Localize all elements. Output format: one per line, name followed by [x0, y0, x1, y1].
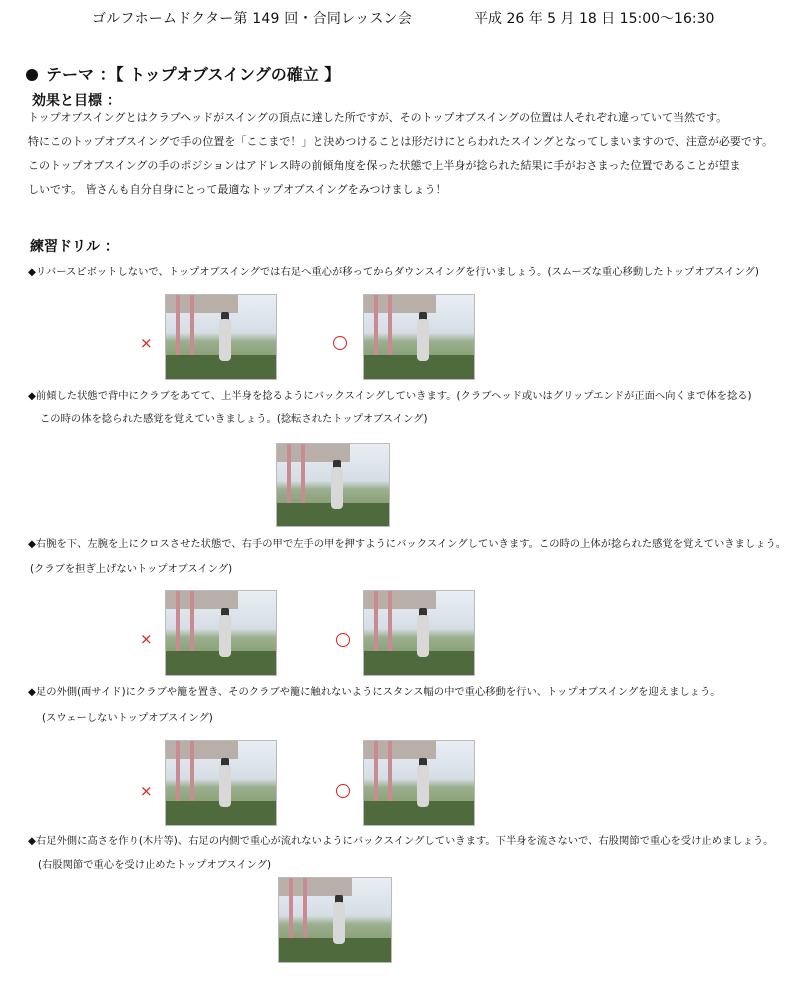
- drill-1-text: ◆リバースピボットしないで、トップオブスイングでは右足へ重心が移ってからダウンスイングを行いましょう。(スムーズな重心移動したトップオブスイング): [28, 266, 759, 278]
- effects-line: しいです。 皆さんも自分自身にとって最適なトップオブスイングをみつけましょう！: [28, 183, 447, 196]
- drill-4-photo-incorrect: [165, 740, 277, 826]
- drill-3-subtext: (クラブを担ぎ上げないトップオブスイング): [30, 563, 233, 575]
- drill-2-text: ◆前傾した状態で背中にクラブをあてて、上半身を捻るようにバックスイングしていきます。(クラブヘッド或いはグリップエンドが正面へ向くまで体を捻る): [28, 390, 752, 402]
- drill-5-text: ◆右足外側に高さを作り(木片等)、右足の内側で重心が流れないようにバックスイングしていきます。下半身を流さないで、右股関節で重心を受け止めましょう。: [28, 835, 774, 847]
- incorrect-mark-icon: ×: [140, 630, 153, 648]
- effects-heading: 効果と目標 ：: [32, 93, 121, 109]
- drill-4-photo-correct: [363, 740, 475, 826]
- correct-mark-icon: [336, 633, 350, 647]
- theme-heading: [26, 62, 340, 85]
- correct-mark-icon: [333, 336, 347, 350]
- drill-3-photo-correct: [363, 590, 475, 676]
- drill-1-photo-incorrect: [165, 294, 277, 380]
- theme-text: テーマ ：【 トップオブスイングの確立 】: [46, 65, 341, 84]
- document-title: ゴルフホームドクター第 149 回・合同レッスン会: [92, 11, 412, 27]
- effects-paragraph: [28, 106, 773, 202]
- incorrect-mark-icon: ×: [140, 782, 153, 800]
- correct-mark-icon: [336, 784, 350, 798]
- drills-heading: 練習ドリル ：: [30, 239, 119, 255]
- effects-line: このトップオブスイングの手のポジションはアドレス時の前傾角度を保った状態で上半身が捻られた結果に手がおさまった位置であることが望ま: [28, 159, 741, 172]
- drill-4-subtext: (スウェーしないトップオブスイング): [42, 712, 213, 724]
- drill-5-subtext: (右股関節で重心を受け止めたトップオブスイング): [38, 859, 272, 871]
- drill-4-text: ◆足の外側(両サイド)にクラブや籠を置き、そのクラブや籠に触れないようにスタンス幅の中で重心移動を行い、トップオブスイングを迎えましょう。: [28, 686, 721, 698]
- effects-line: トップオブスイングとはクラブヘッドがスイングの頂点に達した所ですが、そのトップオブスイングの位置は人それぞれ違っていて当然です。: [28, 111, 728, 124]
- incorrect-mark-icon: ×: [140, 334, 153, 352]
- effects-line: 特にこのトップオブスイングで手の位置を「ここまで！」と決めつけることは形だけにとらわれたスイングとなってしまいますので、注意が必要です。: [28, 135, 774, 148]
- drill-5-photo: [278, 877, 392, 963]
- drill-3-photo-incorrect: [165, 590, 277, 676]
- drill-1-photo-correct: [363, 294, 475, 380]
- lesson-date: 平成 26 年 5 月 18 日 15:00～16:30: [474, 11, 715, 27]
- bullet-icon: [26, 69, 38, 81]
- drill-3-text: ◆右腕を下、左腕を上にクロスさせた状態で、右手の甲で左手の甲を押すようにバックスイングしていきます。この時の上体が捻られた感覚を覚えていきましょう。: [28, 538, 787, 550]
- drill-2-photo: [276, 443, 390, 527]
- drill-2-subtext: この時の体を捻られた感覚を覚えていきましょう。(捻転されたトップオブスイング): [40, 413, 428, 425]
